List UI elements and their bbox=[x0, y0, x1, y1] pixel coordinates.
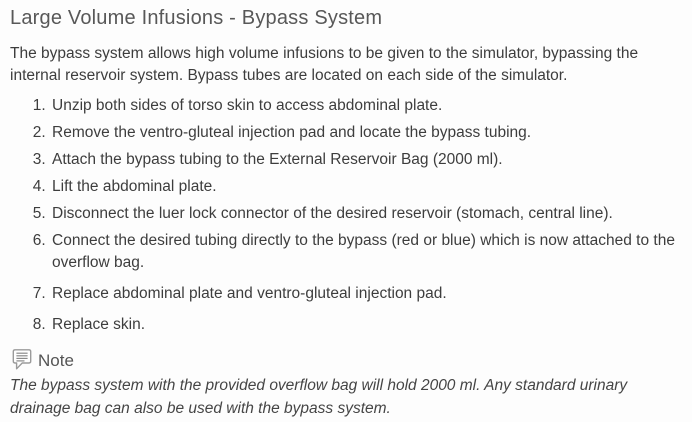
intro-paragraph: The bypass system allows high volume infusions to be given to the simulator, bypassing the internal reservoir system. Bypass tubes are located on each side of the simulator. bbox=[10, 45, 639, 84]
list-item: 1. Unzip both sides of torso skin to access abdominal plate. bbox=[50, 95, 692, 117]
note-header bbox=[10, 347, 692, 372]
list-item: 6. Connect the desired tubing directly to the bypass (red or blue) which is now attached to the overflow bag. bbox=[50, 230, 692, 274]
page-title: Large Volume Infusions - Bypass System bbox=[10, 7, 383, 29]
steps-list bbox=[10, 95, 692, 336]
note-callout bbox=[10, 347, 692, 420]
list-item: 5. Disconnect the luer lock connector of the desired reservoir (stomach, central line). bbox=[50, 203, 692, 225]
list-item: 7. Replace abdominal plate and ventro-gluteal injection pad. bbox=[50, 283, 692, 305]
note-text: The bypass system with the provided overflow bag will hold 2000 ml. Any standard urinary drainage bag can also be used with the bypass system. bbox=[10, 377, 628, 417]
list-item: 3. Attach the bypass tubing to the External Reservoir Bag (2000 ml). bbox=[50, 149, 692, 171]
list-item: 2. Remove the ventro-gluteal injection pad and locate the bypass tubing. bbox=[50, 122, 692, 144]
note-label: Note bbox=[38, 351, 74, 370]
note-bubble-icon bbox=[10, 347, 34, 372]
list-item: 8. Replace skin. bbox=[50, 314, 692, 336]
list-item: 4. Lift the abdominal plate. bbox=[50, 176, 692, 198]
